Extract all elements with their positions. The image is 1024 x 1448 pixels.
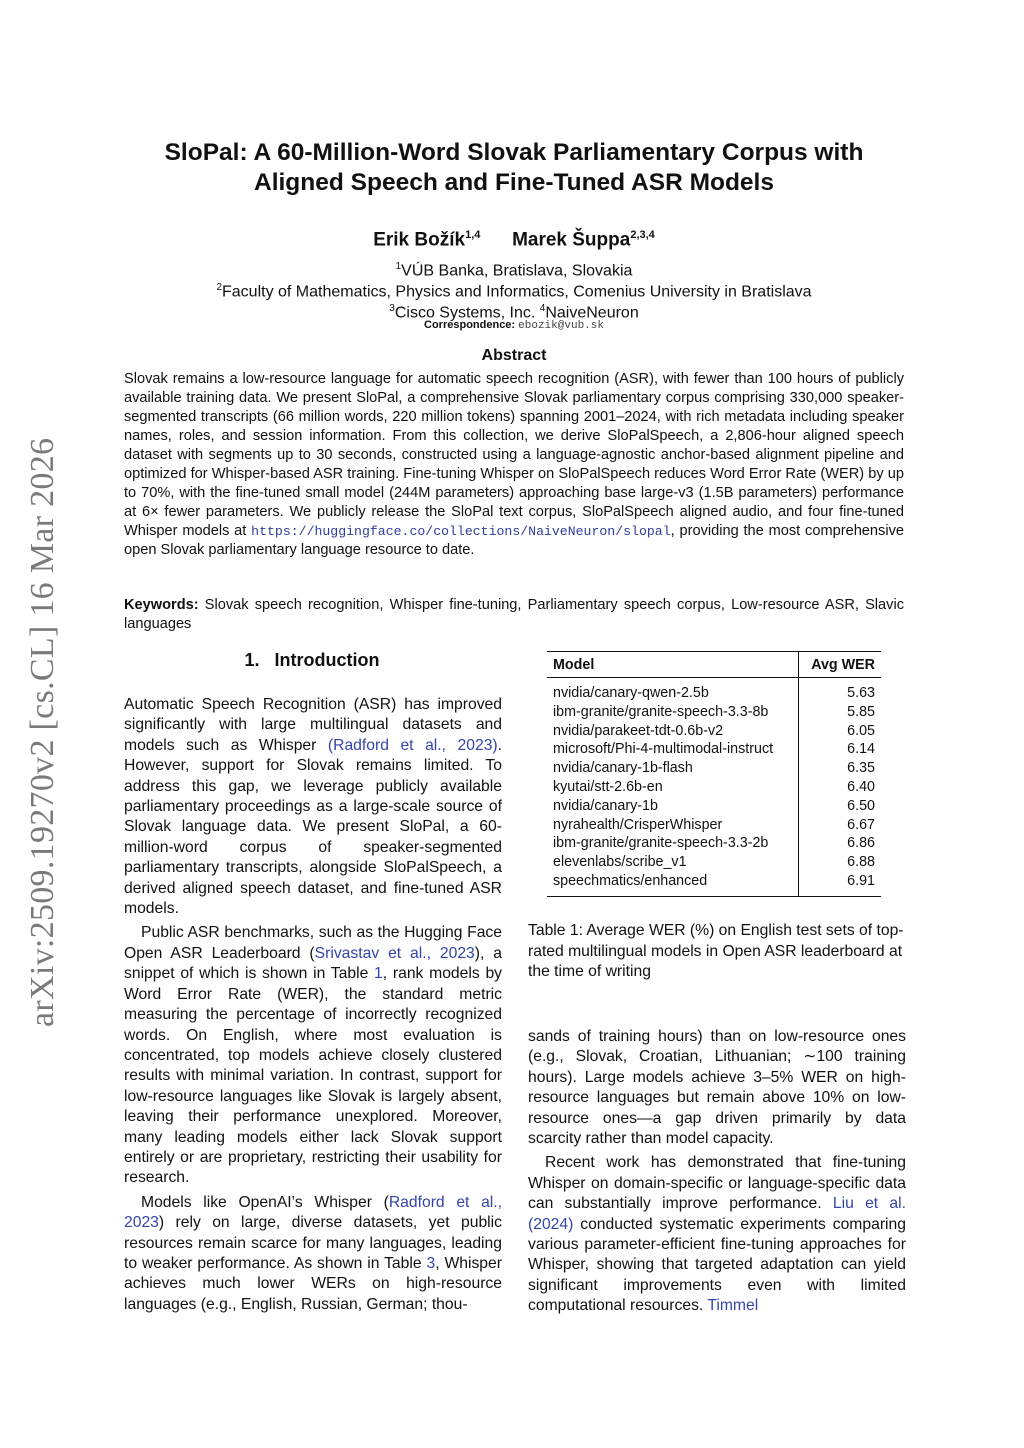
affiliation-1: $^1$VÚB Banka, Bratislava, Slovakia [395,261,633,280]
keywords [124,596,904,634]
section-heading: 1. Introduction [244,650,380,670]
arxiv-identifier: arXiv:2509.19270v2 [cs.CL] 16 Mar 2026 [24,437,61,1027]
table-header-row [547,652,881,678]
avg-wer-cell: 6.40 [798,778,881,797]
table-row [547,816,881,835]
keywords-text: Slovak speech recognition, Whisper fine-tuning, Parliamentary speech corpus, Low-resource ASR, Slavic languages [124,597,904,632]
avg-wer-cell: 6.86 [798,834,881,853]
table-row [547,778,881,797]
table-row [547,872,881,896]
model-name-cell: ibm-granite/granite-speech-3.3-2b [553,835,769,852]
author-list [120,229,908,251]
author-name: Marek Šuppa [512,229,631,251]
abstract-body: Slovak remains a low-resource language for automatic speech recognition (ASR), with fewer than 100 hours of publicly available training data. We present SloPal, a comprehensive Slovak parliamentary corpus comprising 330,000 speaker-segmented transcripts (66 million words, 220 million tokens) spanning 2001–2024, with rich metadata including speaker names, roles, and session information. From this collection, we derive SloPalSpeech, a 2,806-hour aligned speech dataset with segments up to 30 seconds, constructed using a language-agnostic anchor-based alignment pipeline and optimized for Whisper-based ASR training. Fine-tuning Whisper on SloPalSpeech reduces Word Error Rate (WER) by up to 70%, with the fine-tuned small model (244M parameters) approaching base large-v3 (1.5B parameters) performance at 6× fewer parameters. We publicly release the SloPal text corpus, SloPalSpeech aligned audio, and four fine-tuned Whisper models at https://huggingface.co/collections/NaiveNeuron/slopal, providing the most comprehensive open Slovak parliamentary language resource to date. [124,371,904,558]
avg-wer-cell: 6.35 [798,759,881,778]
table-ref-link[interactable]: 3 [426,1254,436,1272]
avg-wer-cell: 5.85 [798,703,881,722]
citation-link[interactable]: Timmel [707,1297,759,1315]
author-affil-marks: 1,4 [465,229,481,241]
author-affil-marks: 2,3,4 [630,229,655,241]
model-name-cell: speechmatics/enhanced [547,872,798,896]
avg-wer-cell: 6.14 [798,740,881,759]
paper-title [120,138,908,198]
avg-wer-cell: 6.67 [798,816,881,835]
model-name-cell: kyutai/stt-2.6b-en [553,778,663,795]
affiliation-2: $^2$Faculty of Mathematics, Physics and Informatics, Comenius University in Bratislava [216,282,812,301]
avg-wer-cell: 6.05 [798,722,881,741]
citation-link[interactable]: Srivastav et al., 2023 [314,944,475,962]
huggingface-link[interactable]: https://huggingface.co/collections/NaiveNeuron/slopal [251,524,671,539]
keywords-label: Keywords: [124,597,199,613]
model-name-cell: nvidia/canary-qwen-2.5b [553,685,709,701]
avg-wer-cell: 6.50 [798,797,881,816]
table-row [547,853,881,872]
table-row [547,703,881,722]
table-header: Model [547,652,798,678]
wer-table [547,651,881,897]
model-name-cell: elevenlabs/scribe_v1 [553,854,687,871]
citation-link[interactable]: (Radford et al., 2023) [327,736,498,754]
correspondence: Correspondence: ebozik@vub.sk [424,319,604,332]
avg-wer-cell: 5.63 [798,678,881,703]
right-column [528,1027,906,1317]
table-ref-link[interactable]: 1 [374,965,383,983]
avg-wer-cell: 6.91 [798,872,881,896]
table-row [547,740,881,759]
citation-link[interactable]: Liu et al. (2024) [528,1195,906,1233]
correspondence-email[interactable]: ebozik@vub.sk [518,320,604,332]
avg-wer-cell: 6.88 [798,853,881,872]
paragraph: sands of training hours) than on low-resource ones (e.g., Slovak, Croatian, Lithuanian; ∼100 training hours). Large models achieve 3–5% WER on high-resource languages but remain above 10% on low-resource ones—a gap driven primarily by data scarcity rather than model capacity. [528,1028,906,1148]
table-header: Avg WER [798,652,881,678]
table-row [547,722,881,741]
table-row [547,759,881,778]
table-row [547,678,881,703]
model-name-cell: nvidia/parakeet-tdt-0.6b-v2 [553,722,724,739]
paragraph: Public ASR benchmarks, such as the Hugging Face Open ASR Leaderboard (Srivastav et al., 2023), a snippet of which is shown in Table 1, rank models by Word Error Rate (WER), the standard metric measuring the percentage of incorrectly recognized words. On English, where most evaluation is concentrated, top models achieve closely clustered results with minimal variation. In contrast, support for low-resource languages like Slovak is largely absent, leaving their performance unexplored. Moreover, many leading models either lack Slovak support entirely or are proprietary, restricting their usability for research. [124,924,503,1187]
author-name: Erik Božík [373,229,466,251]
paragraph: Recent work has demonstrated that fine-tuning Whisper on domain-specific or language-specific data can substantially improve performance. Liu et al. (2024) conducted systematic experiments comparing various parameter-efficient fine-tuning approaches for Whisper, showing that targeted adaptation can yield significant improvements even with limited computational resources. Timmel [528,1154,906,1315]
title-line-1: SloPal: A 60-Million-Word Slovak Parliamentary Corpus with [164,139,864,166]
model-name-cell: microsoft/Phi-4-multimodal-instruct [553,741,774,758]
abstract-heading: Abstract [481,347,547,364]
citation-link[interactable]: Radford et al., 2023 [124,1193,503,1232]
model-name-cell: nyrahealth/CrisperWhisper [553,816,723,833]
model-name-cell: nvidia/canary-1b-flash [553,760,693,777]
paragraph: Automatic Speech Recognition (ASR) has improved significantly with large multilingual datasets and models such as Whisper (Radford et al., 2023). However, support for Slovak remains limited. To address this gap, we leverage publicly available parliamentary proceedings as a large-scale source of Slovak language data. We present SloPal, a 60-million-word corpus of speaker-segmented parliamentary transcripts, alongside SloPalSpeech, a derived aligned speech dataset, and fine-tuned ASR models. [124,696,502,918]
table-row [547,797,881,816]
left-column [124,695,502,1315]
affiliation-3: $^3$Cisco Systems, Inc. $^4$NaiveNeuron [389,303,639,322]
table-caption: Table 1: Average WER (%) on English test sets of top-rated multilingual models in Open ASR leaderboard at the time of writing [528,922,904,981]
model-name-cell: ibm-granite/granite-speech-3.3-8b [553,703,769,720]
paragraph: Models like OpenAI’s Whisper (Radford et al., 2023) rely on large, diverse datasets, yet public resources remain scarce for many languages, leading to weaker performance. As shown in Table 3, Whisper achieves much lower WERs on high-resource languages (e.g., English, Russian, German; thou- [124,1193,503,1313]
model-name-cell: nvidia/canary-1b [553,797,658,814]
table-row [547,834,881,853]
title-line-2: Aligned Speech and Fine-Tuned ASR Models [254,169,774,196]
